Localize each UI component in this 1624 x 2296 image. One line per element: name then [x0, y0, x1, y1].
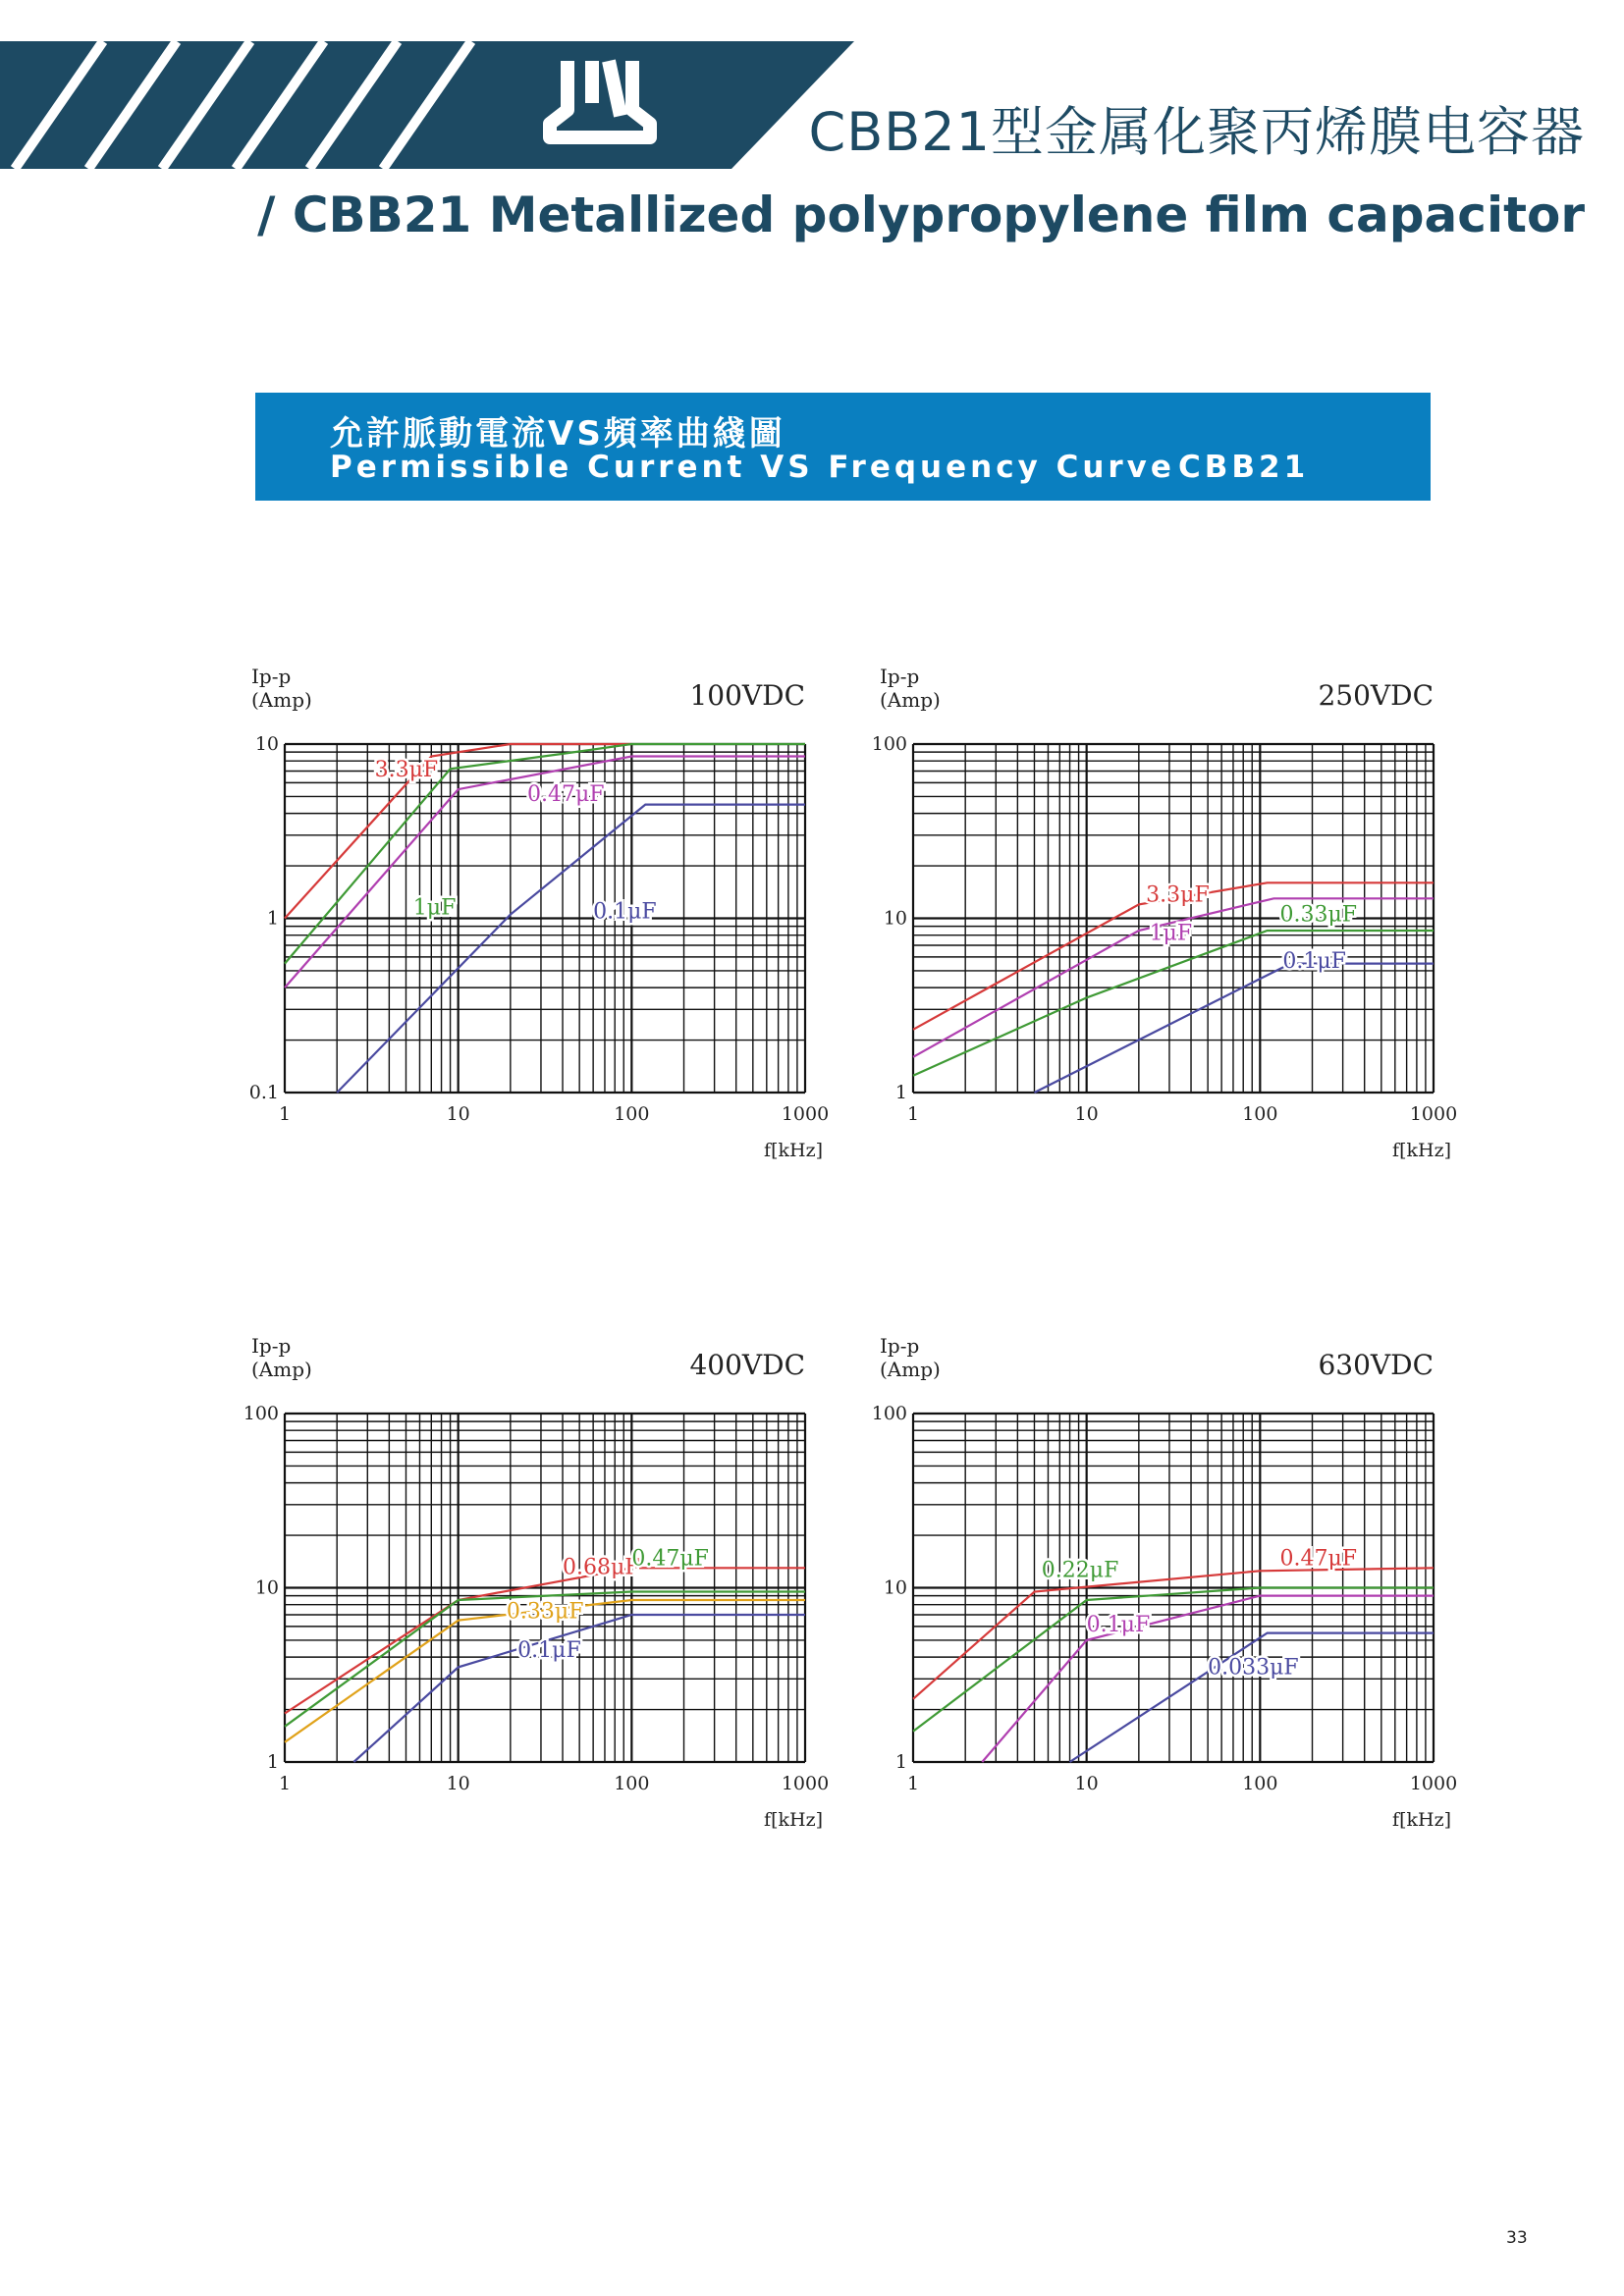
- y-axis-label-line2: (Amp): [251, 688, 312, 712]
- y-axis-label-line2: (Amp): [880, 1358, 941, 1381]
- series-label: 1μF: [412, 895, 457, 921]
- chart-title: 630VDC: [1318, 1349, 1434, 1381]
- series-line: [285, 744, 805, 964]
- series-label: 0.1μF: [593, 899, 657, 925]
- chart-panel-250vdc: [871, 656, 1502, 1161]
- x-tick-label: 100: [1242, 1103, 1278, 1125]
- section-banner: [255, 393, 1431, 501]
- chart-panel-400vdc: [243, 1325, 874, 1831]
- series-label: 3.3μF: [374, 758, 439, 783]
- series-line: [913, 931, 1434, 1076]
- series-label: 0.33μF: [1279, 902, 1358, 928]
- x-tick-label: 1000: [1409, 1773, 1458, 1794]
- chart-panel-100vdc: [245, 656, 874, 1161]
- page-number: 33: [1506, 2228, 1528, 2248]
- y-axis-label-line2: (Amp): [251, 1358, 312, 1381]
- chart-100vdc: [245, 656, 874, 1161]
- x-tick-label: 100: [614, 1103, 650, 1125]
- series-label: 0.1μF: [517, 1638, 581, 1664]
- series-label: 0.47μF: [1279, 1546, 1358, 1572]
- x-tick-label: 10: [1074, 1773, 1099, 1794]
- chart-grid: [285, 1414, 805, 1762]
- section-model: CBB21: [1178, 450, 1310, 485]
- y-tick-label: 10: [883, 907, 907, 930]
- y-tick-label: 10: [883, 1576, 907, 1599]
- y-tick-label: 100: [871, 733, 907, 755]
- y-tick-label: 100: [871, 1403, 907, 1424]
- chart-panel-630vdc: [871, 1325, 1502, 1831]
- series-label: 0.47μF: [526, 782, 605, 808]
- y-axis-label-line1: Ip-p: [880, 665, 920, 688]
- x-axis-label: f[kHz]: [1392, 1809, 1451, 1831]
- chart-400vdc: [243, 1325, 874, 1831]
- x-tick-label: 10: [446, 1103, 470, 1125]
- series-label: 3.3μF: [1146, 882, 1210, 908]
- chart-630vdc: [871, 1325, 1502, 1831]
- series-label: 0.22μF: [1041, 1558, 1119, 1583]
- series-label: 0.47μF: [631, 1546, 709, 1572]
- y-axis-label-line2: (Amp): [880, 688, 941, 712]
- chart-250vdc: [871, 656, 1502, 1161]
- series-line: [1035, 964, 1435, 1093]
- chart-title: 100VDC: [689, 679, 805, 712]
- y-tick-label: 1: [266, 1751, 279, 1773]
- y-tick-label: 1: [894, 1082, 907, 1103]
- chart-title: 250VDC: [1318, 679, 1434, 712]
- x-tick-label: 1000: [1409, 1103, 1458, 1125]
- chart-title: 400VDC: [689, 1349, 805, 1381]
- x-tick-label: 1000: [781, 1103, 830, 1125]
- series-label: 1μF: [1149, 921, 1193, 946]
- x-axis-label: f[kHz]: [764, 1809, 823, 1831]
- x-tick-label: 100: [614, 1773, 650, 1794]
- series-label: 0.68μF: [563, 1555, 640, 1580]
- x-tick-label: 10: [446, 1773, 470, 1794]
- page-title-en: / CBB21 Metallized polypropylene film capacitor: [257, 187, 1585, 243]
- y-tick-label: 10: [254, 1576, 279, 1599]
- x-tick-label: 1: [278, 1773, 292, 1794]
- x-tick-label: 1: [278, 1103, 292, 1125]
- x-tick-label: 1: [906, 1103, 920, 1125]
- y-axis-label-line1: Ip-p: [251, 665, 292, 688]
- y-tick-label: 1: [266, 907, 279, 930]
- section-title-cn: 允許脈動電流VS頻率曲綫圖: [330, 414, 785, 454]
- series-label: 0.33μF: [506, 1599, 584, 1625]
- y-axis-label-line1: Ip-p: [251, 1334, 292, 1358]
- page-title-cn: CBB21型金属化聚丙烯膜电容器: [808, 101, 1585, 163]
- x-tick-label: 1000: [781, 1773, 830, 1794]
- x-axis-label: f[kHz]: [1392, 1140, 1451, 1161]
- x-tick-label: 100: [1242, 1773, 1278, 1794]
- y-tick-label: 0.1: [248, 1082, 279, 1103]
- x-tick-label: 10: [1074, 1103, 1099, 1125]
- y-tick-label: 10: [254, 733, 279, 755]
- series-label: 0.1μF: [1282, 948, 1346, 974]
- x-axis-label: f[kHz]: [764, 1140, 823, 1161]
- y-tick-label: 100: [243, 1403, 279, 1424]
- section-title-en: Permissible Current VS Frequency Curve: [330, 450, 1175, 485]
- x-tick-label: 1: [906, 1773, 920, 1794]
- series-label: 0.1μF: [1086, 1613, 1151, 1638]
- y-tick-label: 1: [894, 1751, 907, 1773]
- series-label: 0.033μF: [1208, 1655, 1299, 1681]
- y-axis-label-line1: Ip-p: [880, 1334, 920, 1358]
